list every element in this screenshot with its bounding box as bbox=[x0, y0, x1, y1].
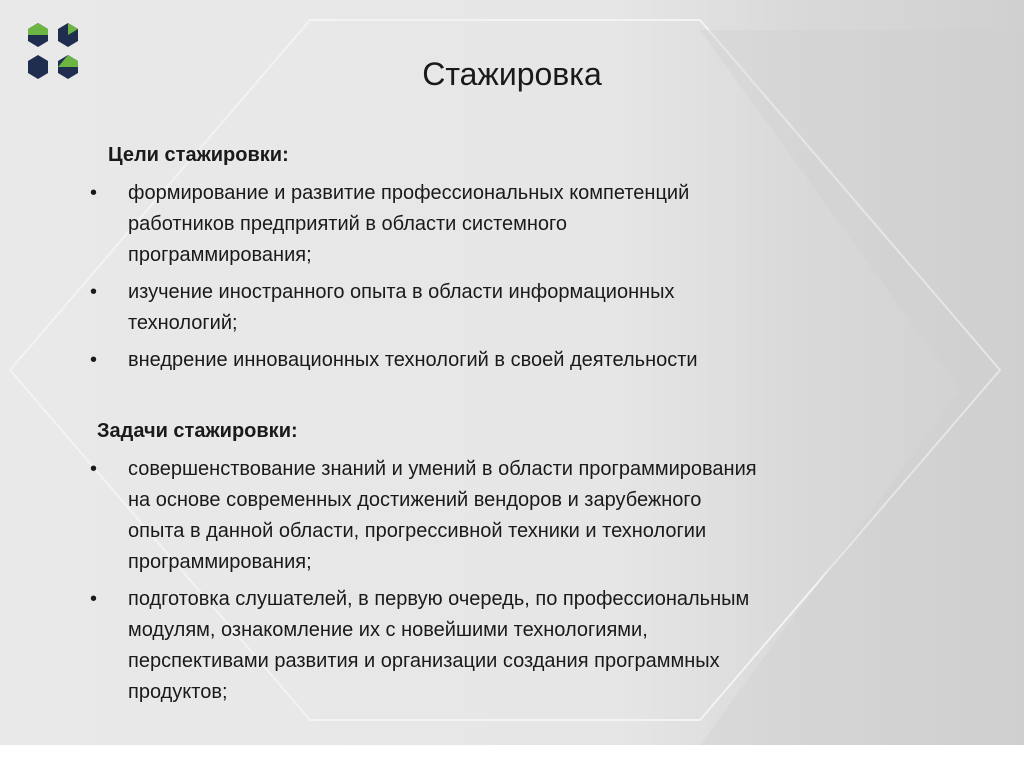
goal-text: изучение иностранного опыта в области информационных технологий; bbox=[128, 281, 675, 334]
tasks-heading: Задачи стажировки: bbox=[97, 420, 298, 442]
tasks-list-item bbox=[90, 454, 890, 578]
goals-list-item bbox=[90, 178, 890, 271]
bullet-icon: • bbox=[90, 349, 98, 371]
slide-title: Стажировка bbox=[422, 56, 602, 92]
tasks-list bbox=[90, 454, 890, 714]
goal-text: внедрение инновационных технологий в своей деятельности bbox=[128, 349, 698, 371]
goals-heading: Цели стажировки: bbox=[108, 144, 289, 166]
bullet-icon: • bbox=[90, 182, 98, 204]
bullet-icon: • bbox=[90, 458, 98, 480]
task-text: подготовка слушателей, в первую очередь, по профессиональным модулям, ознакомление их с новейшими технологиями, перспективами развития и организации создания программных продуктов; bbox=[128, 588, 750, 703]
goal-text: формирование и развитие профессиональных компетенций работников предприятий в области системного программирования; bbox=[128, 182, 690, 266]
goals-list-item bbox=[90, 277, 890, 339]
bullet-icon: • bbox=[90, 281, 98, 303]
tasks-list-item bbox=[90, 584, 890, 708]
task-text: совершенствование знаний и умений в области программирования на основе современных достижений вендоров и зарубежного опыта в данной области, прогрессивной техники и технологии программирования; bbox=[128, 458, 757, 573]
goals-list bbox=[90, 178, 890, 382]
bullet-icon: • bbox=[90, 588, 98, 610]
goals-list-item bbox=[90, 345, 890, 376]
